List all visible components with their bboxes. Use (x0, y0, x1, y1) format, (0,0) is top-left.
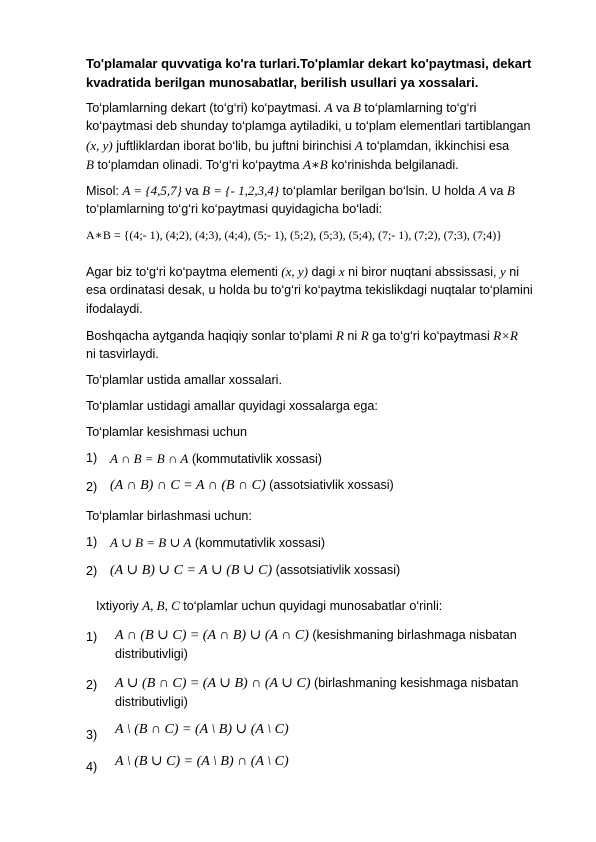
math-set-A: A = {4,5,7} (122, 183, 182, 198)
formula: A ∩ (B ∪ C) = (A ∩ B) ∪ (A ∩ C) (115, 628, 309, 643)
difference-intersection-law (115, 721, 289, 738)
interpretation-line-2: esa ordinatasi desak, u holda bu to‘g‘ri ko‘paytma tekislikdagi nuqtalar to‘plamini (86, 283, 533, 297)
arbitrary-sets-heading (96, 598, 442, 614)
formula: A ∪ (B ∩ C) = (A ∪ B) ∩ (A ∪ C) (115, 676, 311, 691)
difference-union-law (115, 753, 289, 770)
intersection-heading: To‘plamlar kesishmasi uchun (86, 425, 247, 439)
list-number: 1) (86, 535, 98, 549)
text: (assotsiativlik xossasi) (275, 563, 401, 577)
list-number: 1) (86, 451, 98, 465)
math-B: B (506, 183, 515, 198)
interpretation-line-1 (86, 264, 519, 280)
intersection-commutative (110, 451, 322, 467)
math-R: R (335, 328, 344, 343)
real-plane-line-2: ni tasvirlaydi. (86, 347, 159, 361)
example-line-1 (86, 183, 515, 199)
text: Ixtiyoriy (96, 599, 139, 613)
math-A: A (478, 183, 487, 198)
text: (birlashmaning kesishmaga nisbatan (314, 676, 519, 690)
math-xy: (x, y) (86, 138, 113, 153)
document-title-line-1: To'plamalar quvvatiga ko'ra turlari.To'plamlar dekart ko'paytmasi, dekart (86, 56, 532, 71)
text: to‘plamlarning to‘g‘ri (364, 101, 477, 115)
text: To‘plamlarning dekart (to‘g‘ri) ko‘paytmasi. (86, 101, 322, 115)
text: ni (509, 265, 520, 279)
formula: (A ∪ B) ∪ C = A ∪ (B ∪ C) (110, 563, 273, 578)
math-A: A (354, 138, 363, 153)
list-number: 1) (86, 630, 98, 644)
math-AxB: A∗B (303, 157, 328, 172)
definition-line-1 (86, 100, 476, 116)
example-line-2: to‘plamlarning to‘g‘ri ko‘paytmasi quyidagicha bo‘ladi: (86, 202, 383, 216)
example-product-set: A∗B = {(4;- 1), (4;2), (4;3), (4;4), (5;- 1), (5;2), (5;3), (5;4), (7;- 1), (7;2), (7;3), (7;4)} (86, 228, 503, 242)
math-ABC: A, B, C (142, 598, 180, 613)
formula: A \ (B ∩ C) = (A \ B) ∪ (A \ C) (115, 722, 289, 737)
definition-line-2: ko‘paytmasi deb shunday to‘plamga aytiladiki, u to‘plam elementlari tartiblangan (86, 119, 531, 133)
formula: A ∪ B = B ∪ A (110, 535, 192, 550)
document-title-line-2: kvadratida berilgan munosabatlar, berilish usullari ya xossalari. (86, 75, 479, 90)
math-set-B: B = {- 1,2,3,4} (202, 183, 280, 198)
text: to‘plamlar uchun quyidagi munosabatlar o‘rinli: (183, 599, 443, 613)
text: ga to‘g‘ri ko‘paytmasi (372, 329, 490, 343)
list-number: 2) (86, 564, 98, 578)
distributive-intersection-line-2: distributivligi) (115, 647, 188, 661)
list-number: 3) (86, 728, 98, 742)
math-y: y (500, 264, 506, 279)
definition-line-3 (86, 138, 509, 154)
text: Boshqacha aytganda haqiqiy sonlar to‘plami (86, 329, 333, 343)
text: ko‘rinishda belgilanadi. (331, 158, 459, 172)
union-heading: To‘plamlar birlashmasi uchun: (86, 509, 252, 523)
text: to‘plamdan, ikkinchisi esa (366, 139, 510, 153)
formula: A \ (B ∪ C) = (A \ B) ∩ (A \ C) (115, 754, 289, 769)
definition-line-4 (86, 157, 459, 173)
list-number: 2) (86, 480, 98, 494)
text: to‘plamdan olinadi. To‘g‘ri ko‘paytma (97, 158, 300, 172)
distributive-intersection (115, 627, 517, 644)
text: Misol: (86, 184, 119, 198)
text: va (490, 184, 504, 198)
text: Agar biz to‘g‘ri ko‘paytma elementi (86, 265, 278, 279)
text: (kommutativlik xossasi) (191, 452, 322, 466)
intersection-associative (110, 478, 394, 494)
math-B: B (352, 100, 361, 115)
text: (kesishmaning birlashmaga nisbatan (312, 628, 517, 642)
distributive-union (115, 675, 518, 692)
text: to‘plamlar berilgan bo‘lsin. U holda (282, 184, 476, 198)
list-number: 4) (86, 760, 98, 774)
distributive-union-line-2: distributivligi) (115, 695, 188, 709)
list-number: 2) (86, 678, 98, 692)
text: (kommutativlik xossasi) (194, 536, 326, 550)
text: va (336, 101, 350, 115)
math-B: B (86, 157, 94, 172)
union-commutative (110, 535, 325, 551)
section-intro-operations: To‘plamlar ustidagi amallar quyidagi xossalarga ega: (86, 399, 378, 413)
text: ni biror nuqtani abssissasi, (348, 265, 497, 279)
formula: A ∩ B = B ∩ A (110, 451, 189, 466)
math-A: A (324, 100, 333, 115)
real-plane-line-1 (86, 328, 518, 344)
text: dagi (311, 265, 336, 279)
section-heading-operations: To‘plamlar ustida amallar xossalari. (86, 373, 282, 387)
text: juftliklardan iborat bo‘lib, bu juftni birinchisi (116, 139, 352, 153)
text: ni (347, 329, 358, 343)
union-associative (110, 562, 400, 579)
math-RxR: R×R (493, 328, 518, 343)
math-R: R (360, 328, 369, 343)
text: va (185, 184, 199, 198)
math-xy: (x, y) (281, 264, 308, 279)
math-x: x (338, 264, 345, 279)
formula: (A ∩ B) ∩ C = A ∩ (B ∩ C) (110, 478, 266, 493)
interpretation-line-3: ifodalaydi. (86, 302, 143, 316)
text: (assotsiativlik xossasi) (269, 478, 394, 492)
